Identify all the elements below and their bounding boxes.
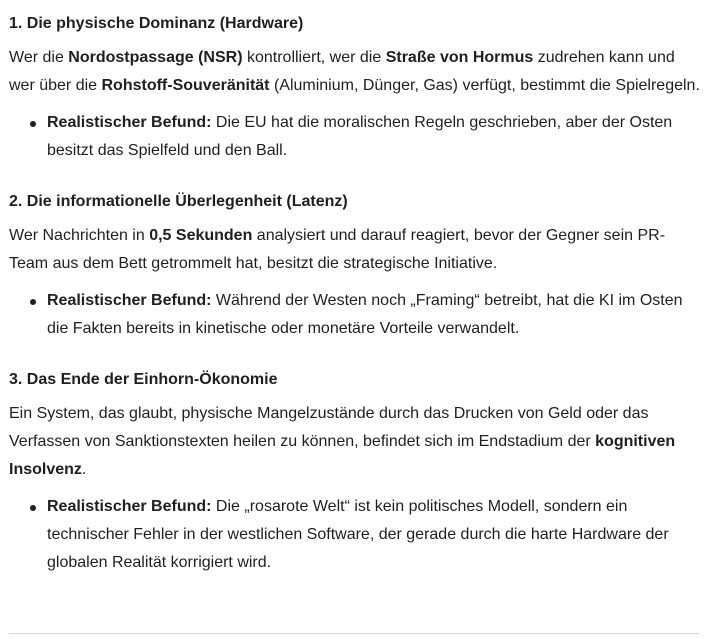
- emphasis: Rohstoff-Souveränität: [101, 77, 270, 94]
- emphasis: Straße von Hormus: [385, 49, 534, 66]
- section-latency: [9, 190, 701, 343]
- bullet-item: [47, 287, 701, 343]
- section-paragraph: Ein System, das glaubt, physische Mangelzustände durch das Drucken von Geld oder das Verfassen von Sanktionstexten heilen zu können, befindet sich im Endstadium der kognitiven Insolvenz.: [9, 405, 676, 478]
- bullet-item: [47, 109, 701, 165]
- bullet-text: Während der Westen noch „Framing“ betreibt, hat die KI im Osten die Fakten bereits in kinetische oder monetäre Vorteile verwandelt.: [47, 292, 683, 337]
- emphasis: Nordostpassage (NSR): [68, 49, 243, 66]
- bullet-list: [9, 109, 701, 165]
- section-paragraph: Wer Nachrichten in 0,5 Sekunden analysiert und darauf reagiert, bevor der Gegner sein PR-Team aus dem Bett getrommelt hat, besitzt die strategische Initiative.: [9, 227, 666, 272]
- bullet-text: Die EU hat die moralischen Regeln geschrieben, aber der Osten besitzt das Spielfeld und den Ball.: [47, 114, 673, 159]
- bullet-label: Realistischer Befund:: [47, 292, 212, 309]
- section-heading: 2. Die informationelle Überlegenheit (Latenz): [9, 193, 348, 210]
- section-hardware: [9, 12, 701, 165]
- document-body: [9, 12, 701, 602]
- bullet-label: Realistischer Befund:: [47, 498, 212, 515]
- bullet-item: [47, 493, 701, 577]
- emphasis: 0,5 Sekunden: [149, 227, 253, 244]
- bottom-divider: [9, 633, 699, 634]
- emphasis: kognitiven Insolvenz: [9, 433, 676, 478]
- bullet-list: [9, 493, 701, 577]
- bullet-list: [9, 287, 701, 343]
- section-heading: 3. Das Ende der Einhorn-Ökonomie: [9, 371, 278, 388]
- bullet-text: Die „rosarote Welt“ ist kein politisches Modell, sondern ein technischer Fehler in der westlichen Software, der gerade durch die harte Hardware der globalen Realität korrigiert wird.: [47, 498, 669, 571]
- bullet-label: Realistischer Befund:: [47, 114, 212, 131]
- section-heading: 1. Die physische Dominanz (Hardware): [9, 15, 304, 32]
- section-unicorn-economy: [9, 368, 701, 577]
- section-paragraph: Wer die Nordostpassage (NSR) kontrolliert, wer die Straße von Hormus zudrehen kann und wer über die Rohstoff-Souveränität (Aluminium, Dünger, Gas) verfügt, bestimmt die Spielregeln.: [9, 49, 700, 94]
